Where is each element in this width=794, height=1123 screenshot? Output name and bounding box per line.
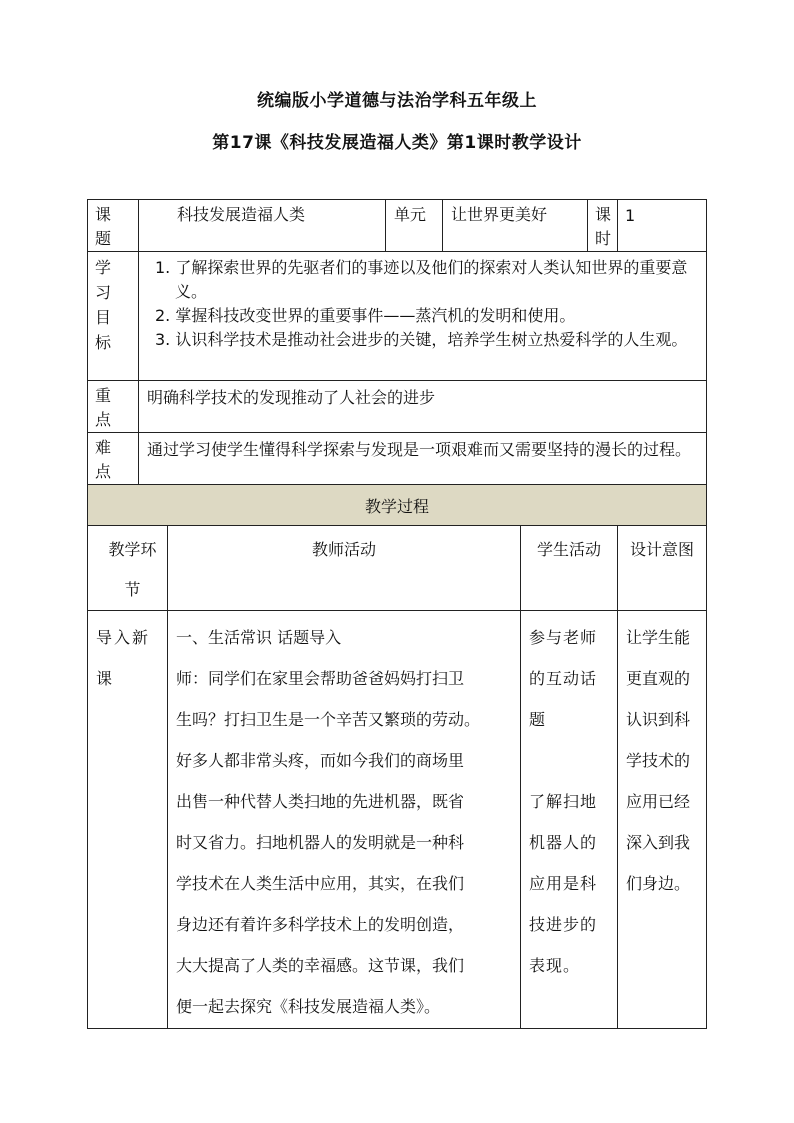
- goals-row: [88, 252, 707, 381]
- process-title-row: [88, 485, 707, 526]
- lesson-plan-table: [87, 199, 707, 1029]
- intent-header: 设计意图: [618, 526, 707, 611]
- lesson-value: 科技发展造福人类: [139, 200, 386, 252]
- difficulty-row: [88, 433, 707, 485]
- process-header-row: [88, 526, 707, 611]
- teacher-activity: 一、生活常识 话题导入 师：同学们在家里会帮助爸爸妈妈打扫卫 生吗？打扫卫生是一个辛苦又繁琐的劳动。 好多人都非常头疼，而如今我们的商场里 出售一种代替人类扫地的先进机器，既省 时又省力。扫地机器人的发明就是一种科 学技术在人类生活中应用，其实，在我们 身边还有着许多科学技术上的发明创造， 大大提高了人类的幸福感。这节课，我们 便一起去探究《科技发展造福人类》。: [168, 611, 521, 1029]
- info-row: [88, 200, 707, 252]
- process-title: 教学过程: [88, 485, 707, 526]
- key-point-row: [88, 381, 707, 433]
- unit-value: 让世界更美好: [443, 200, 588, 252]
- goal-item: 3. 认识科学技术是推动社会进步的关键，培养学生树立热爱科学的人生观。: [155, 330, 688, 349]
- stage-header: 教学环 节: [88, 526, 168, 611]
- difficulty-label: 难 点: [88, 433, 139, 485]
- goals-content: [139, 252, 707, 381]
- lesson-label: 课 题: [88, 200, 139, 252]
- process-row-intro: [88, 611, 707, 1029]
- key-point-label: 重 点: [88, 381, 139, 433]
- goals-label: 学 习 目 标: [88, 252, 139, 381]
- difficulty-text: 通过学习使学生懂得科学探索与发现是一项艰难而又需要坚持的漫长的过程。: [139, 433, 707, 485]
- goal-item: 2. 掌握科技改变世界的重要事件——蒸汽机的发明和使用。: [155, 306, 576, 325]
- teacher-header: 教师活动: [168, 526, 521, 611]
- student-activity: 参与老师 的互动话 题 了解扫地 机器人的 应用是科 技进步的 表现。: [521, 611, 618, 1029]
- unit-label: 单元: [386, 200, 443, 252]
- period-value: 1: [618, 200, 707, 252]
- doc-subtitle: 第17课《科技发展造福人类》第1课时教学设计: [212, 133, 582, 153]
- student-header: 学生活动: [521, 526, 618, 611]
- goal-item: 1. 了解探索世界的先驱者们的事迹以及他们的探索对人类认知世界的重要意义。: [155, 258, 688, 301]
- key-point-text: 明确科学技术的发现推动了人社会的进步: [139, 381, 707, 433]
- doc-title: 统编版小学道德与法治学科五年级上: [257, 91, 537, 111]
- stage-cell: 导入新 课: [88, 611, 168, 1029]
- period-label: 课 时: [588, 200, 618, 252]
- design-intent: 让学生能 更直观的 认识到科 学技术的 应用已经 深入到我 们身边。: [618, 611, 707, 1029]
